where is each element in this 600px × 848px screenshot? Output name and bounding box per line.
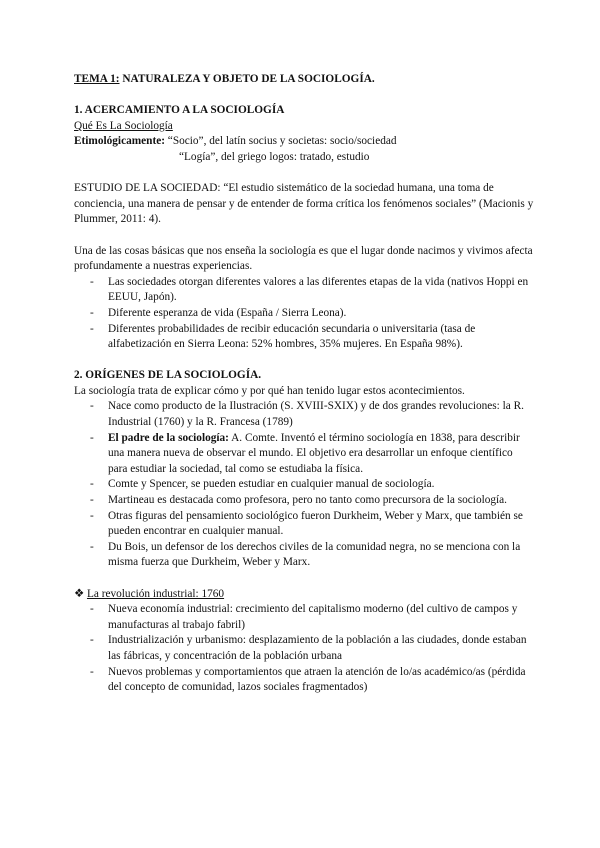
list-item: - Diferente esperanza de vida (España / Sierra Leona). (74, 306, 534, 322)
section-3-list (74, 602, 534, 696)
list-item: - Diferentes probabilidades de recibir educación secundaria o universitaria (tasa de alfabetización en Sierra Leona: 52% hombres, 35% mujeres. En España 98%). (74, 322, 534, 353)
diamond-bullet-icon: ❖ (74, 587, 85, 600)
section-1-list (74, 275, 534, 353)
section-3-heading-line (74, 587, 534, 603)
father-label: El padre de la sociología: (108, 431, 229, 444)
section-1-heading: 1. ACERCAMIENTO A LA SOCIOLOGÍA (74, 104, 285, 117)
list-item: - Nace como producto de la Ilustración (S. XVIII-SXIX) y de dos grandes revoluciones: la R. Industrial (1760) y la R. Francesa (1789) (74, 399, 534, 430)
section-2-list (74, 399, 534, 571)
definition-paragraph: ESTUDIO DE LA SOCIEDAD: “El estudio sistemático de la sociedad humana, una toma de conciencia, una manera de pensar y de entender de forma crítica los fenómenos sociales” (Macionis y Plummer, 2011: 4). (74, 182, 534, 226)
etymology-socio: “Socio”, del latín socius y societas: socio/sociedad (164, 135, 397, 148)
etymology-line-2: “Logía”, del griego logos: tratado, estudio (179, 150, 370, 163)
father-text: A. Comte. Inventó el término sociología en 1838, para describir una manera nueva de observar el mundo. El objetivo era desarrollar un enfoque científico para estudiar la sociedad, tal como se estudiaba la física. (108, 431, 520, 475)
section-3-heading: La revolución industrial: 1760 (86, 587, 225, 600)
page-title (74, 72, 534, 88)
section-2-intro: La sociología trata de explicar cómo y por qué han tenido lugar estos acontecimientos. (74, 384, 465, 397)
list-item: - Las sociedades otorgan diferentes valores a las diferentes etapas de la vida (nativos Hoppi en EEUU, Japón). (74, 275, 534, 306)
section-1-subheading: Qué Es La Sociología (74, 119, 173, 132)
list-item: - Industrialización y urbanismo: desplazamiento de la población a las ciudades, donde estaban las fábricas, y concentración de la población urbana (74, 633, 534, 664)
list-item: - Nueva economía industrial: crecimiento del capitalismo moderno (del cultivo de campos y manufacturas al trabajo fabril) (74, 602, 534, 633)
title-text: NATURALEZA Y OBJETO DE LA SOCIOLOGÍA. (119, 73, 375, 85)
list-item: - Comte y Spencer, se pueden estudiar en cualquier manual de sociología. (74, 477, 534, 493)
list-item: - Nuevos problemas y comportamientos que atraen la atención de lo/as académico/as (pérdida del concepto de comunidad, lazos sociales fragmentados) (74, 665, 534, 696)
list-item: - Otras figuras del pensamiento sociológico fueron Durkheim, Weber y Marx, que también se pueden encontrar en cualquier manual. (74, 509, 534, 540)
section-2-heading: 2. ORÍGENES DE LA SOCIOLOGÍA. (74, 369, 262, 382)
etymology-label: Etimológicamente: (74, 135, 165, 148)
title-prefix: TEMA 1: (74, 73, 120, 85)
section-1-intro: Una de las cosas básicas que nos enseña la sociología es que el lugar donde nacimos y vivimos afecta profundamente a nuestras experiencias. (74, 244, 533, 273)
list-item: - Du Bois, un defensor de los derechos civiles de la comunidad negra, no se menciona con la misma fuerza que Durkheim, Weber y Marx. (74, 540, 534, 571)
document-page (74, 72, 534, 696)
etymology-line-1 (74, 134, 534, 150)
list-item: - Martineau es destacada como profesora, pero no tanto como precursora de la sociología. (74, 493, 534, 509)
list-item (74, 431, 534, 478)
